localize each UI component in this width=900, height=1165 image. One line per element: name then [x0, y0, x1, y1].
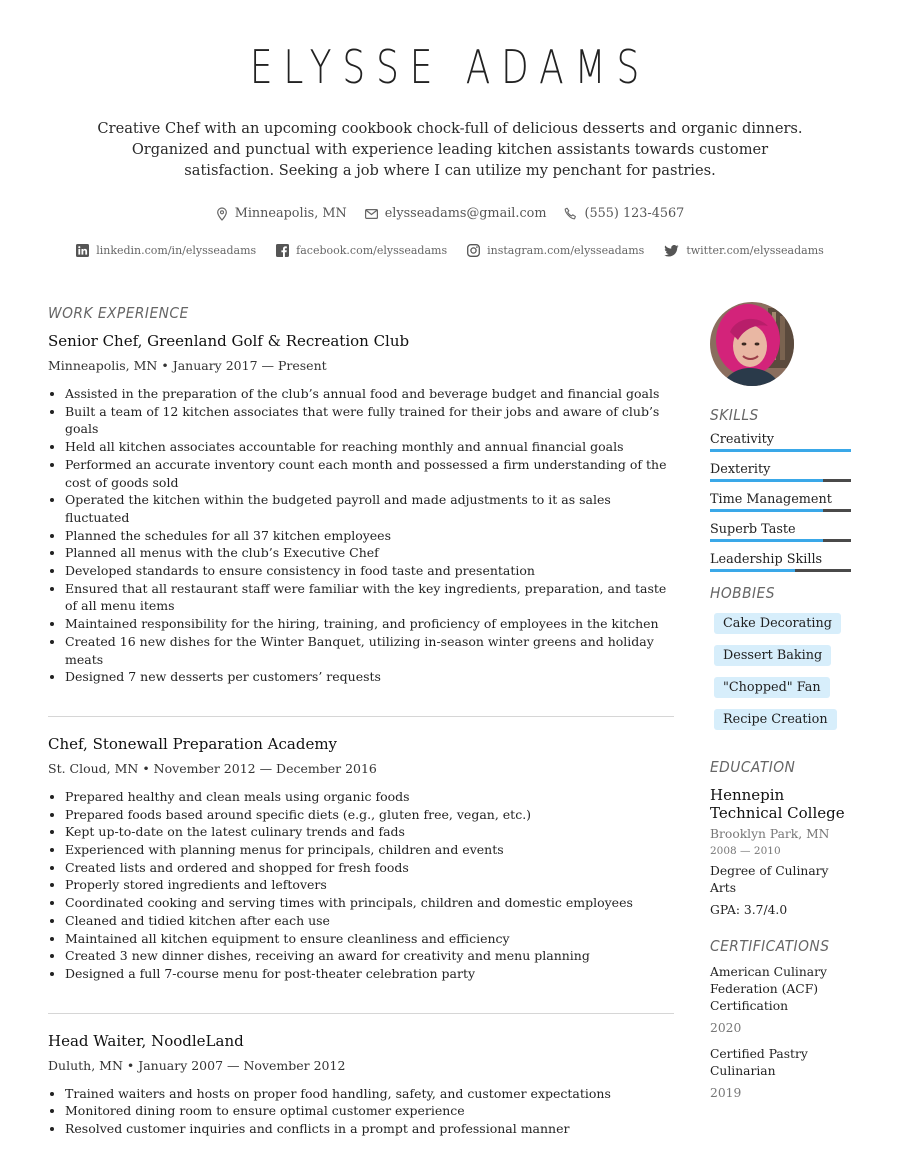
job-title: Senior Chef, Greenland Golf & Recreation Club	[48, 332, 410, 350]
skill-level-fill	[710, 479, 823, 482]
job-title: Head Waiter, NoodleLand	[48, 1031, 244, 1050]
school-location: Brooklyn Park, MN	[710, 827, 830, 841]
bullet-item: • Experienced with planning menus for principals, children and events	[65, 841, 676, 859]
contact-phone[interactable]: (555) 123-4567	[564, 206, 684, 221]
bullet-item: • Designed 7 new desserts per customers’ requests	[65, 668, 676, 686]
bullet-item: • Resolved customer inquiries and conflicts in a prompt and professional manner	[65, 1120, 676, 1138]
contact-email[interactable]: elysseadams@gmail.com	[365, 206, 547, 221]
skill-label: Dexterity	[710, 462, 771, 477]
hobby-tag: Dessert Baking	[714, 645, 831, 666]
job-entry	[48, 735, 676, 983]
certification-item	[710, 964, 855, 1037]
linkedin-link[interactable]: linkedin.com/in/elysseadams	[76, 244, 256, 257]
certification-name: American Culinary Federation (ACF) Certification	[710, 965, 827, 1013]
work-experience-section	[48, 304, 676, 1138]
skill-level-fill	[710, 509, 823, 512]
skill-level-bar	[710, 569, 851, 572]
skill-item	[710, 522, 855, 542]
bullet-item: • Performed an accurate inventory count each month and possessed a firm understanding of the cost of goods sold	[65, 456, 676, 491]
certification-item	[710, 1046, 855, 1102]
twitter-link[interactable]: twitter.com/elysseadams	[664, 244, 823, 257]
job-meta: St. Cloud, MN • November 2012 — December 2016	[48, 760, 377, 776]
hobby-tag: Cake Decorating	[714, 613, 841, 634]
section-heading-certifications: CERTIFICATIONS	[710, 937, 830, 955]
skill-item	[710, 462, 855, 482]
job-entry	[48, 332, 676, 686]
bullet-item: • Monitored dining room to ensure optimal customer experience	[65, 1102, 676, 1120]
bullet-item: • Trained waiters and hosts on proper food handling, safety, and customer expectations	[65, 1085, 676, 1103]
bullet-item: • Cleaned and tidied kitchen after each use	[65, 912, 676, 930]
location-pin-icon	[216, 207, 228, 221]
bullet-item: • Operated the kitchen within the budgeted payroll and made adjustments to it as sales fluctuated	[65, 491, 676, 526]
section-divider	[48, 1013, 674, 1014]
facebook-icon	[276, 244, 289, 257]
job-meta: Duluth, MN • January 2007 — November 2012	[48, 1057, 346, 1073]
skill-level-fill	[710, 449, 851, 452]
skill-level-bar	[710, 449, 851, 452]
skill-item	[710, 492, 855, 512]
skill-item	[710, 552, 855, 572]
skill-level-bar	[710, 509, 851, 512]
skills-list	[710, 432, 855, 572]
section-divider	[48, 716, 674, 717]
skill-item	[710, 432, 855, 452]
section-heading-skills: SKILLS	[710, 406, 759, 424]
section-heading-education: EDUCATION	[710, 758, 796, 776]
bullet-item: • Properly stored ingredients and leftovers	[65, 876, 676, 894]
skill-level-fill	[710, 569, 795, 572]
sidebar	[710, 302, 855, 1102]
certification-year: 2019	[710, 1086, 742, 1100]
job-title: Chef, Stonewall Preparation Academy	[48, 734, 338, 753]
job-bullets	[48, 1085, 676, 1138]
skill-level-bar	[710, 539, 851, 542]
skill-level-bar	[710, 479, 851, 482]
degree: Degree of Culinary Arts	[710, 864, 829, 895]
bullet-item: • Ensured that all restaurant staff were familiar with the key ingredients, preparation, and taste of all menu items	[65, 580, 676, 615]
phone-icon	[564, 207, 577, 220]
contact-row	[0, 206, 900, 221]
skill-level-fill	[710, 539, 823, 542]
gpa: GPA: 3.7/4.0	[710, 903, 788, 917]
education-entry	[710, 786, 855, 919]
bullet-item: • Created 3 new dinner dishes, receiving an award for creativity and menu planning	[65, 947, 676, 965]
bullet-item: • Kept up-to-date on the latest culinary trends and fads	[65, 823, 676, 841]
skill-label: Leadership Skills	[710, 552, 823, 567]
facebook-link[interactable]: facebook.com/elysseadams	[276, 244, 447, 257]
twitter-bird-icon	[664, 245, 679, 257]
job-bullets	[48, 788, 676, 983]
bullet-item: • Planned the schedules for all 37 kitchen employees	[65, 527, 676, 545]
skill-label: Creativity	[710, 432, 775, 447]
social-links-row	[0, 244, 900, 257]
linkedin-icon	[76, 244, 89, 257]
certification-year: 2020	[710, 1021, 742, 1035]
job-entry	[48, 1032, 676, 1138]
bullet-item: • Created 16 new dishes for the Winter Banquet, utilizing in-season winter greens and holiday meats	[65, 633, 676, 668]
skill-label: Time Management	[710, 492, 832, 507]
certifications-list	[710, 964, 855, 1102]
bullet-item: • Maintained responsibility for the hiring, training, and proficiency of employees in the kitchen	[65, 615, 676, 633]
bullet-item: • Assisted in the preparation of the club’s annual food and beverage budget and financial goals	[65, 385, 676, 403]
envelope-icon	[365, 209, 378, 219]
skill-label: Superb Taste	[710, 522, 796, 537]
hobby-tag: Recipe Creation	[714, 709, 837, 730]
section-heading-work: WORK EXPERIENCE	[48, 304, 189, 322]
section-heading-hobbies: HOBBIES	[710, 584, 775, 602]
instagram-link[interactable]: instagram.com/elysseadams	[467, 244, 644, 257]
avatar	[710, 302, 794, 386]
bullet-item: • Maintained all kitchen equipment to ensure cleanliness and efficiency	[65, 930, 676, 948]
school-name: Hennepin Technical College	[710, 786, 845, 822]
bullet-item: • Designed a full 7-course menu for post-theater celebration party	[65, 965, 676, 983]
hobby-tag: "Chopped" Fan	[714, 677, 830, 698]
hobbies-list	[710, 612, 855, 740]
bullet-item: • Prepared healthy and clean meals using organic foods	[65, 788, 676, 806]
bullet-item: • Prepared foods based around specific diets (e.g., gluten free, vegan, etc.)	[65, 806, 676, 824]
bullet-item: • Coordinated cooking and serving times with principals, children and domestic employees	[65, 894, 676, 912]
profile-photo	[710, 302, 794, 386]
job-bullets	[48, 385, 676, 686]
instagram-icon	[467, 244, 480, 257]
contact-location: Minneapolis, MN	[216, 206, 347, 221]
certification-name: Certified Pastry Culinarian	[710, 1047, 808, 1078]
bullet-item: • Held all kitchen associates accountable for reaching monthly and annual financial goals	[65, 438, 676, 456]
summary: Creative Chef with an upcoming cookbook chock-full of delicious desserts and organic dinners. Organized and punctual with experience leading kitchen assistants towards customer satisfaction. Seeking a job where I can utilize my penchant for pastries.	[97, 120, 803, 179]
bullet-item: • Created lists and ordered and shopped for fresh foods	[65, 859, 676, 877]
bullet-item: • Planned all menus with the club’s Executive Chef	[65, 544, 676, 562]
education-years: 2008 — 2010	[710, 845, 781, 857]
bullet-item: • Developed standards to ensure consistency in food taste and presentation	[65, 562, 676, 580]
bullet-item: • Built a team of 12 kitchen associates that were fully trained for their jobs and aware of club’s goals	[65, 403, 676, 438]
candidate-name: ELYSSE ADAMS	[249, 40, 651, 94]
job-meta: Minneapolis, MN • January 2017 — Present	[48, 358, 327, 373]
